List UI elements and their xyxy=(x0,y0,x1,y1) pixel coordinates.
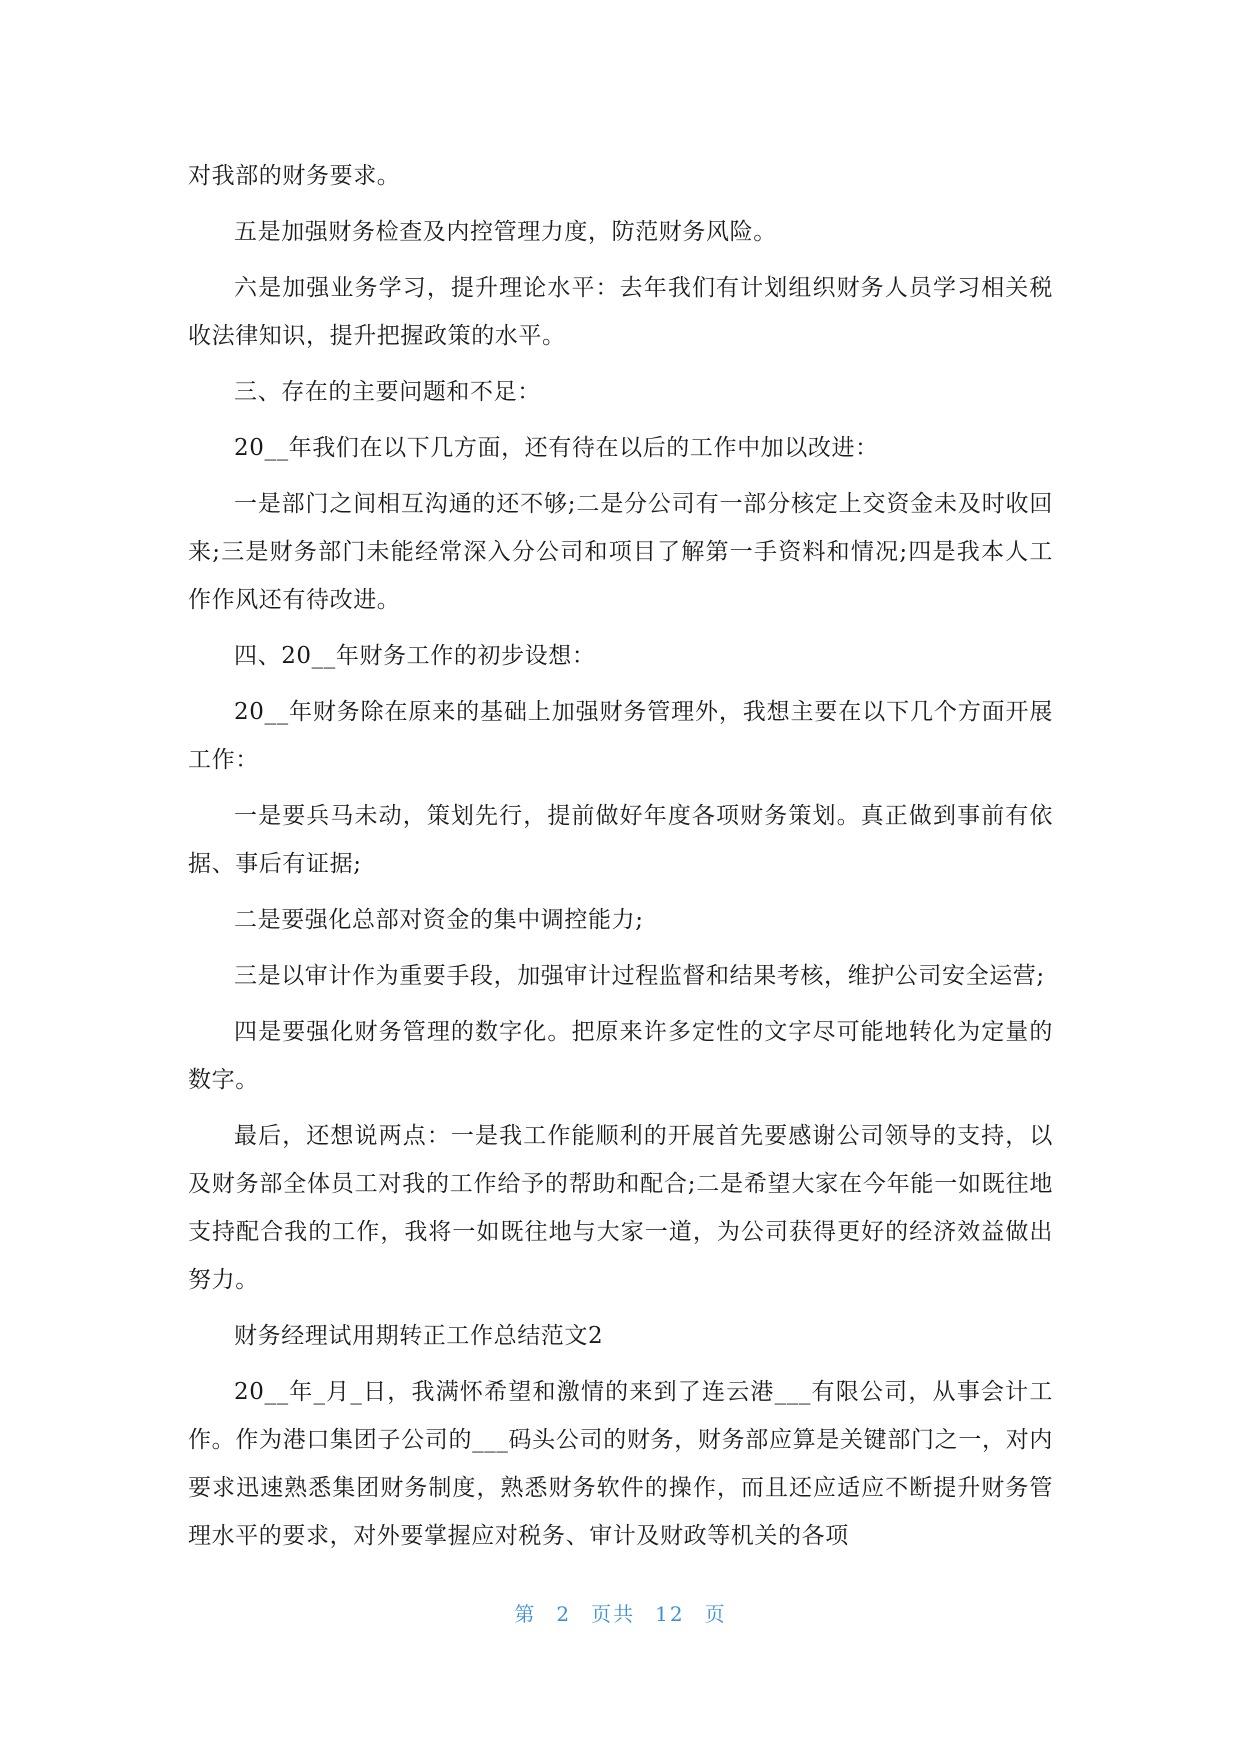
paragraph-10: 二是要强化总部对资金的集中调控能力; xyxy=(234,907,644,933)
footer-suffix: 页 xyxy=(704,1602,727,1626)
paragraph-5: 20__年我们在以下几方面，还有待在以后的工作中加以改进： xyxy=(234,435,879,461)
document-body xyxy=(188,152,1053,1568)
article-title-2: 财务经理试用期转正工作总结范文2 xyxy=(234,1323,604,1349)
section-heading-4: 四、20__年财务工作的初步设想： xyxy=(234,643,596,669)
paragraph-2: 五是加强财务检查及内控管理力度，防范财务风险。 xyxy=(234,219,777,245)
footer-total-pages: 12 xyxy=(655,1602,685,1626)
paragraph-6: 一是部门之间相互沟通的还不够;二是分公司有一部分核定上交资金未及时收回来;三是财务部门未能经常深入分公司和项目了解第一手资料和情况;四是我本人工作作风还有待改进。 xyxy=(188,491,1053,613)
paragraph-1: 对我部的财务要求。 xyxy=(188,163,401,189)
paragraph-9: 一是要兵马未动，策划先行，提前做好年度各项财务策划。真正做到事前有依据、事后有证据; xyxy=(188,803,1053,877)
page-footer xyxy=(0,1598,1241,1627)
paragraph-15: 20__年_月_日，我满怀希望和激情的来到了连云港___有限公司，从事会计工作。作为港口集团子公司的___码头公司的财务，财务部应算是关键部门之一，对内要求迅速熟悉集团财务制度，熟悉财务软件的操作，而且还应适应不断提升财务管理水平的要求，对外要掌握应对税务、审计及财政等机关的各项 xyxy=(188,1379,1053,1549)
paragraph-12: 四是要强化财务管理的数字化。把原来许多定性的文字尽可能地转化为定量的数字。 xyxy=(188,1019,1053,1093)
footer-prefix: 第 xyxy=(514,1602,537,1626)
paragraph-8: 20__年财务除在原来的基础上加强财务管理外，我想主要在以下几个方面开展工作： xyxy=(188,699,1053,773)
footer-middle: 页共 xyxy=(591,1602,636,1626)
paragraph-3: 六是加强业务学习，提升理论水平：去年我们有计划组织财务人员学习相关税收法律知识，提升把握政策的水平。 xyxy=(188,275,1053,349)
section-heading-3: 三、存在的主要问题和不足： xyxy=(234,379,541,405)
footer-current-page: 2 xyxy=(556,1602,572,1626)
paragraph-11: 三是以审计作为重要手段，加强审计过程监督和结果考核，维护公司安全运营; xyxy=(234,963,1045,989)
paragraph-13: 最后，还想说两点：一是我工作能顺利的开展首先要感谢公司领导的支持，以及财务部全体员工对我的工作给予的帮助和配合;二是希望大家在今年能一如既往地支持配合我的工作，我将一如既往地与大家一道，为公司获得更好的经济效益做出努力。 xyxy=(188,1123,1053,1293)
